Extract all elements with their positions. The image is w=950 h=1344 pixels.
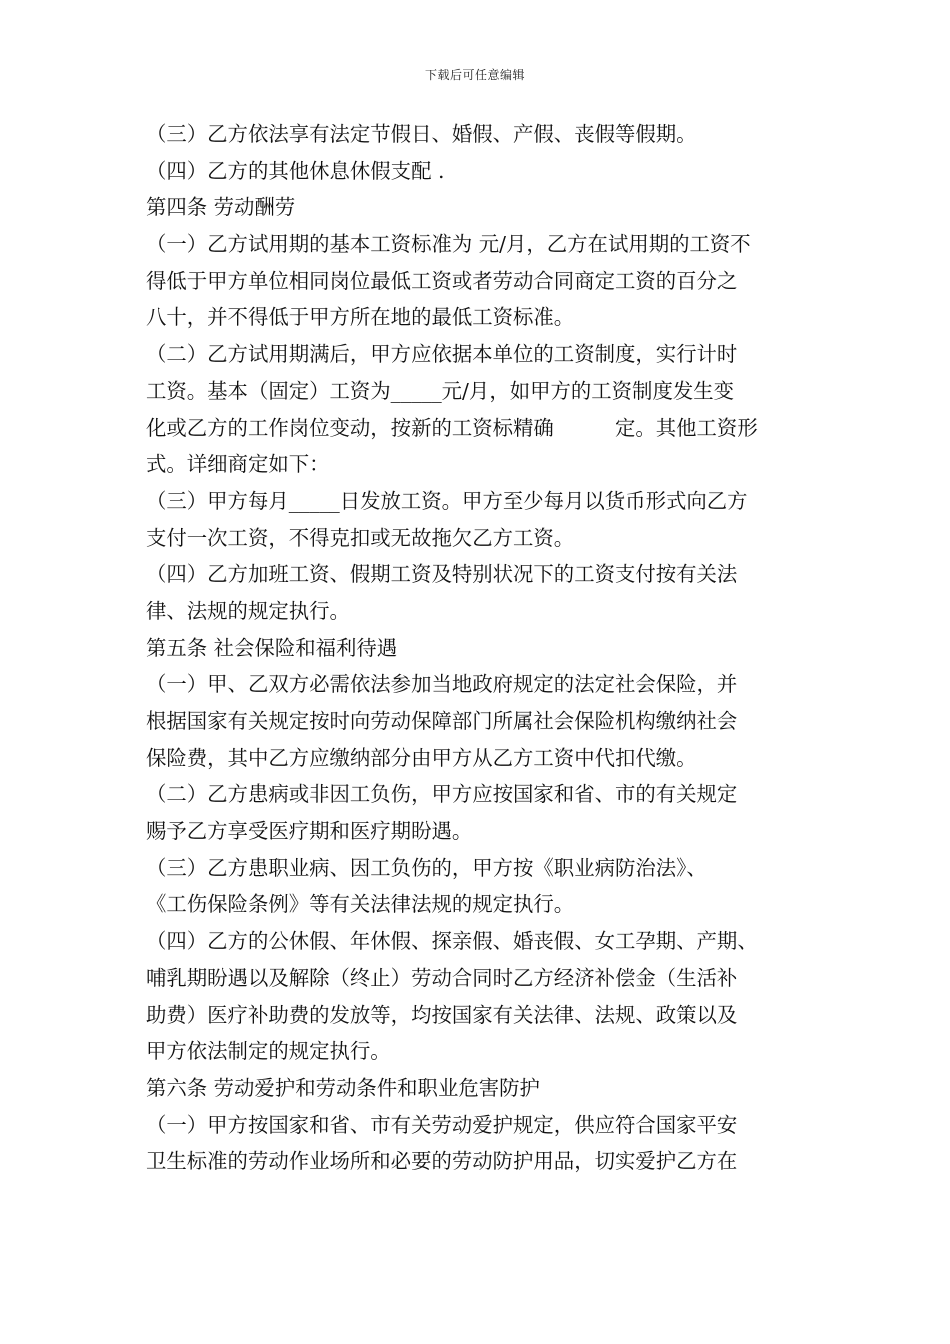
text-line: 保险费，其中乙方应缴纳部分由甲方从乙方工资中代扣代缴。 [146, 745, 697, 770]
text-line: （三）乙方依法享有法定节假日、婚假、产假、丧假等假期。 [146, 122, 697, 146]
page-header-note: 下载后可任意编辑 [424, 68, 525, 82]
text-line: 式。详细商定如下： [146, 452, 330, 477]
text-line: 支付一次工资，不得克扣或无故拖欠乙方工资。 [146, 525, 575, 550]
text-line: （四）乙方的公休假、年休假、探亲假、婚丧假、女工孕期、产期、 [146, 929, 758, 954]
text-line: 工资。基本（固定）工资为_____元/月，如甲方的工资制度发生变 [146, 378, 734, 403]
text-line: 根据国家有关规定按时向劳动保障部门所属社会保险机构缴纳社会 [146, 709, 738, 733]
section-heading: 第六条 劳动爱护和劳动条件和职业危害防护 [146, 1075, 540, 1100]
document-body [146, 116, 814, 1180]
section-heading: 第四条 劳动酬劳 [146, 195, 296, 220]
text-line: （四）乙方的其他休息休假支配 . [146, 158, 445, 183]
text-line: 助费）医疗补助费的发放等，均按国家有关法律、法规、政策以及 [146, 1002, 738, 1027]
text-line: （一）甲、乙双方必需依法参加当地政府规定的法定社会保险，并 [146, 672, 738, 697]
text-line: （一）甲方按国家和省、市有关劳动爱护规定，供应符合国家平安 [146, 1112, 738, 1137]
text-line: 赐予乙方享受医疗期和医疗期盼遇。 [146, 819, 473, 844]
text-line: 八十，并不得低于甲方所在地的最低工资标准。 [146, 305, 575, 330]
text-line: 《工伤保险条例》等有关法律法规的规定执行。 [146, 892, 575, 917]
text-line: （四）乙方加班工资、假期工资及特别状况下的工资支付按有关法 [146, 562, 738, 587]
section-heading: 第五条 社会保险和福利待遇 [146, 635, 398, 660]
text-line: （二）乙方患病或非因工负伤，甲方应按国家和省、市的有关规定 [146, 782, 738, 807]
text-line: （三）乙方患职业病、因工负伤的，甲方按《职业病防治法》、 [146, 855, 707, 880]
text-line: 律、法规的规定执行。 [146, 598, 350, 623]
text-line: 甲方依法制定的规定执行。 [146, 1039, 391, 1064]
text-line: 得低于甲方单位相同岗位最低工资或者劳动合同商定工资的百分之 [146, 268, 738, 293]
text-line: 哺乳期盼遇以及解除（终止）劳动合同时乙方经济补偿金（生活补 [146, 965, 738, 990]
text-line: （一）乙方试用期的基本工资标准为 元/月，乙方在试用期的工资不 [146, 232, 751, 257]
text-line: （三）甲方每月_____日发放工资。甲方至少每月以货币形式向乙方 [146, 488, 748, 513]
text-line: （二）乙方试用期满后，甲方应依据本单位的工资制度，实行计时 [146, 342, 738, 367]
text-line: 卫生标准的劳动作业场所和必要的劳动防护用品，切实爱护乙方在 [146, 1149, 738, 1174]
text-line: 化或乙方的工作岗位变动，按新的工资标精确 定。其他工资形 [146, 415, 758, 440]
